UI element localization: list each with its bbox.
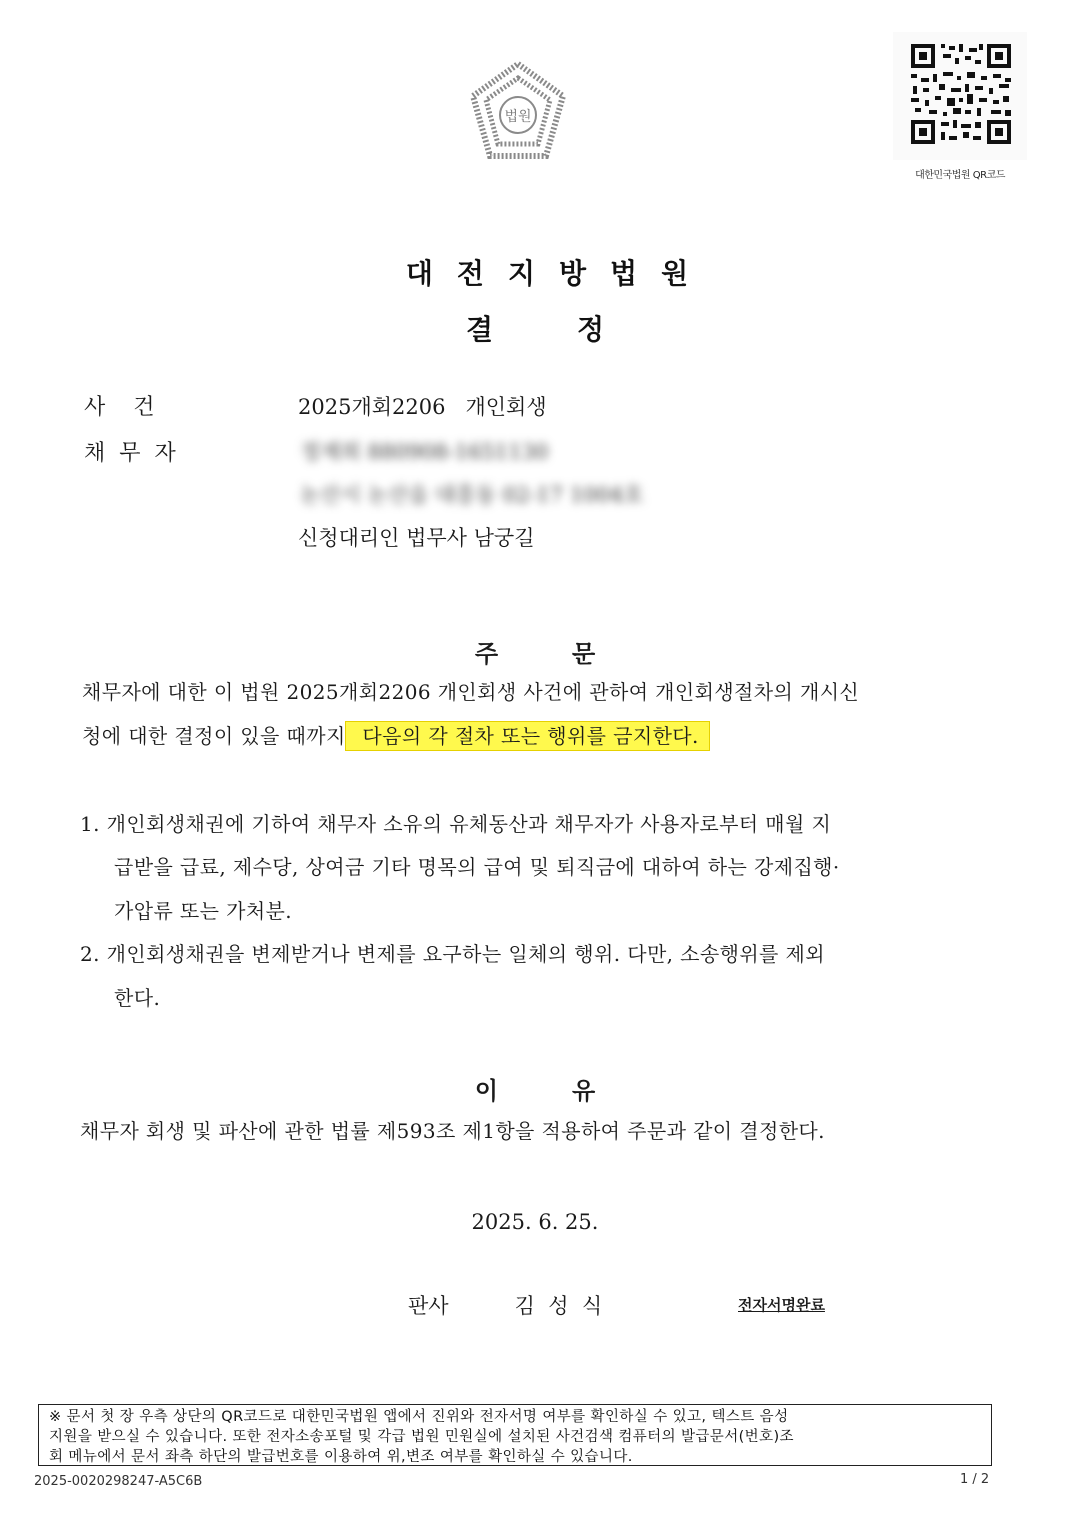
notice-line2: 지원을 받으실 수 있습니다. 또한 전자소송포털 및 각급 법원 민원실에 설치된 사건검색 컴퓨터의 발급문서(번호)조 [49,1429,794,1445]
reason-section-title [0,1071,1070,1106]
order-title-left: 주 [474,640,498,668]
page-number: 1 / 2 [960,1472,990,1487]
order-paragraph-line1: 채무자에 대한 이 법원 2025개회2206 개인회생 사건에 관하여 개인회생절차의 개시신 [82,680,860,704]
seal-text: 법원 [504,109,532,125]
order-item1-line2: 급받을 급료, 제수당, 상여금 기타 명목의 급여 및 퇴직금에 대하여 하는 강제집행· [114,855,840,879]
electronic-signature-stamp: 전자서명완료 [738,1296,825,1314]
verification-notice-box [38,1404,992,1466]
doc-type-right: 정 [577,313,605,346]
debtor-name-redacted: 정재희 880908-1651130 [300,440,549,464]
notice-line1: ※ 문서 첫 장 우측 상단의 QR코드로 대한민국법원 앱에서 진위와 전자서명 여부를 확인하실 수 있고, 텍스트 음성 [49,1409,789,1425]
reason-text: 채무자 회생 및 파산에 관한 법률 제593조 제1항을 적용하여 주문과 같이 결정한다. [80,1119,825,1143]
judge-line [408,1290,602,1320]
judge-name: 김 성 식 [514,1294,603,1318]
qr-code-icon[interactable] [893,32,1027,160]
doc-type-left: 결 [465,313,493,346]
notice-line3: 회 메뉴에서 문서 좌측 하단의 발급번호를 이용하여 위,변조 여부를 확인하실 수 있습니다. [49,1449,633,1465]
judge-title: 판사 [408,1294,449,1318]
decision-date: 2025. 6. 25. [471,1210,599,1234]
order-item2-line2: 한다. [114,986,161,1010]
order-paragraph-line2 [82,714,709,758]
debtor-address-redacted: 논산시 논산읍 대흥동 02-17 1004호 [300,483,644,507]
document-issue-number: 2025-0020298247-A5C6B [34,1474,203,1489]
court-seal-icon [466,60,570,164]
document-type-title [0,308,1070,348]
debtor-label: 채 무 자 [84,441,176,466]
court-name-title: 대전지방법원 [405,257,713,290]
reason-title-left: 이 [474,1077,498,1105]
order-section-title [0,634,1070,669]
highlighted-text: 다음의 각 절차 또는 행위를 금지한다. [346,722,709,750]
case-label: 사 건 [84,395,155,420]
qr-caption: 대한민국법원 QR코드 [915,170,1005,181]
order-item2-line1: 2. 개인회생채권을 변제받거나 변제를 요구하는 일체의 행위. 다만, 소송행위를 제외 [80,942,825,966]
order-item1-line3: 가압류 또는 가처분. [114,899,293,923]
reason-title-right: 유 [572,1077,596,1105]
case-value: 2025개회2206 개인회생 [298,395,547,419]
applicant-agent: 신청대리인 법무사 남궁길 [298,526,535,550]
order-title-right: 문 [572,640,596,668]
order-item1-line1: 1. 개인회생채권에 기하여 채무자 소유의 유체동산과 채무자가 사용자로부터 매월 지 [80,812,832,836]
order-paragraph-line2-plain: 청에 대한 결정이 있을 때까지 [82,724,346,748]
